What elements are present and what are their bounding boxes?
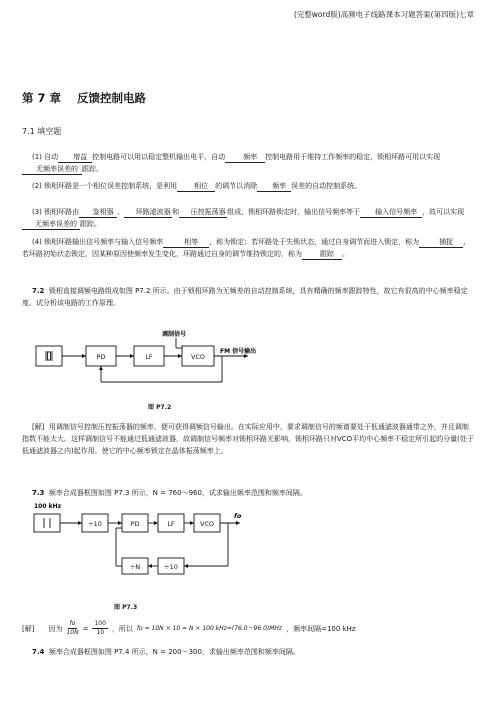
figure-p7-2 <box>30 328 290 400</box>
vco-label: VCO <box>190 353 206 361</box>
blank: 捕捉 <box>419 237 463 248</box>
vco-label: VCO <box>199 520 215 528</box>
chapter-title: 反馈控制电路 <box>77 91 147 105</box>
chapter-heading <box>22 90 146 106</box>
chapter-number: 第 7 章 <box>22 91 62 105</box>
problem-number: 7.4 <box>32 648 45 656</box>
modulation-input-label: 调制信号 <box>162 331 187 338</box>
figure-caption-p7-3: 图 P7.3 <box>114 604 138 611</box>
problem-number: 7.3 <box>32 489 45 497</box>
blank: 频率 <box>257 181 291 192</box>
div10-fb-label: ÷10 <box>164 563 178 571</box>
lf-label: LF <box>145 353 153 361</box>
fraction-rhs: $\frac{100}{10}$ <box>94 620 106 636</box>
blank: 跟踪 <box>302 249 342 260</box>
problem-number: 7.2 <box>32 287 45 295</box>
divn-label: ÷N <box>129 563 141 571</box>
blank: 鉴相器 <box>79 207 117 218</box>
answer-7-3: [解] 因为 $\frac{fo}{10N}$ = $\frac{100}{10}$ ，所以 fo = 10N × 10 = N × 100 kHz=(76.0～96.0)MHz ，频率间隔=100 kHz <box>22 620 356 636</box>
div10-ref-label: ÷10 <box>88 520 102 528</box>
blank: 无频率误差的 <box>22 219 80 230</box>
problem-7-4: 7.4 频率合成器框图如图 P7.4 所示，N = 200～300，求输出频率范围和频率间隔。 <box>32 648 300 656</box>
fraction-lhs: $\frac{fo}{10N}$ <box>66 620 79 636</box>
output-formula: fo = 10N × 10 = N × 100 kHz=(76.0～96.0)MHz <box>136 624 283 632</box>
blank: 增益 <box>58 152 92 163</box>
blank: 无频率误差的 <box>22 164 82 175</box>
pd-label: PD <box>130 520 140 528</box>
fm-output-label: FM 信号输出 <box>220 348 257 355</box>
lf-label: LF <box>167 520 175 528</box>
question-3: (3) 锁相环路由 鉴相器 、 环路滤波器 和 压控振荡器 组成，锁相环路锁定时，输出信号频率等于 输入信号频率 ，故可以实现无频率误差的 跟踪。 <box>22 206 474 230</box>
running-header: (完整word版)高频电子线路课本习题答案(第四版)七章 <box>293 10 474 19</box>
question-1: (1) 自动 增益 控制电路可以用以稳定整机输出电平，自动 频率 控制电路用于维持工作频率的稳定，锁相环路可用以实现无频率误差的 跟踪。 <box>22 151 474 175</box>
reference-frequency-label: 100 kHz <box>34 503 62 510</box>
pd-label: PD <box>96 353 106 361</box>
blank: 环路滤波器 <box>124 207 172 218</box>
blank: 压控振荡器 <box>179 207 227 218</box>
output-frequency-label: fo <box>234 512 242 520</box>
blank: 输入信号频率 <box>360 207 422 218</box>
blank: 相等 <box>163 237 209 248</box>
problem-7-2: 7.2 锁相直接调频电路组成如图 P7.2 所示。由于锁相环路为无频差的自动控制系统，具有精确的频率跟踪特性，故它有很高的中心频率稳定度。试分析该电路的工作原理。 <box>22 287 468 307</box>
answer-tag: [解] <box>32 423 45 431</box>
question-2: (2) 锁相环路是一个相位误差控制系统，是利用 相位 的调节以消除 频率 误差的自动控制系统。 <box>32 182 362 190</box>
blank: 相位 <box>177 181 215 192</box>
answer-tag: [解] <box>22 624 35 633</box>
crystal-oscillator <box>34 514 60 532</box>
question-4: (4) 锁相环路输出信号频率与输入信号频率 相等 ，称为锁定；若环路处于失锁状态，通过自身调节而进入锁定，称为 捕捉 ，若环路初始状态锁定，因某种原因使频率发生变化，环路通过自身的调节维持锁定的，称为 跟踪 。 <box>22 238 471 258</box>
figure-caption-p7-2: 图 P7.2 <box>148 404 172 411</box>
blank: 频率 <box>225 152 265 163</box>
answer-7-2: [解] 用调制信号控制压控振荡器的频率，便可获得调频信号输出。在实际应用中，要求调制信号的频谱要处于低通滤波器通带之外，并且调制指数不能太大。这样调制信号不能通过低通滤波器，故调制信号频率对锁相环路无影响，锁相环路只对VCO平均中心频率不稳定所引起的分量(处于低通滤波器之内)起作用，使它的中心频率锁定在晶体振荡频率上。 <box>22 423 474 455</box>
figure-p7-3 <box>32 500 252 590</box>
problem-7-3: 7.3 频率合成器框图如图 P7.3 所示，N = 760～960，试求输出频率范围和频率间隔。 <box>32 489 307 497</box>
section-title: 7.1 填空题 <box>22 127 62 136</box>
